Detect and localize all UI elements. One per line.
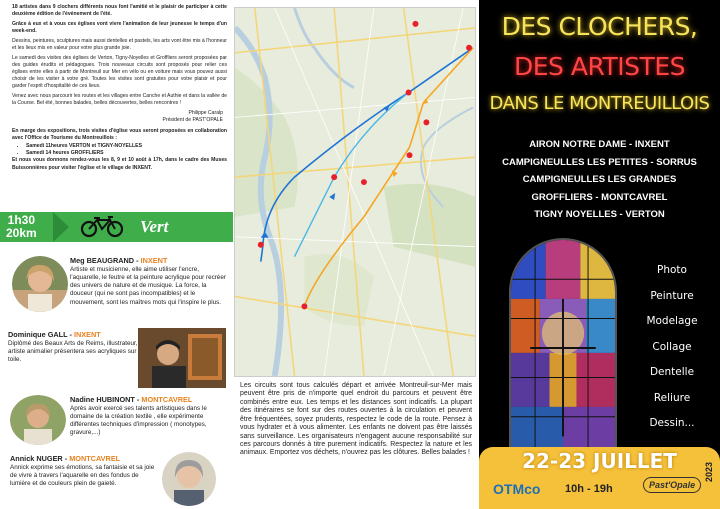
artist-village: MONTCAVREL [69,454,121,463]
route-distance: 20km [6,226,37,240]
expo-p2: Et nous vous donnons rendez-vous les 8, 9 et 10 août à 17h, dans le cadre des Muses Buissonnières pour visiter l'église et le village de INXENT. [12,157,227,171]
artist-bio: Annick exprime ses émotions, sa fantaisie et sa joie de vivre à travers l'aquarelle en des fondus de lumière et de couleurs plein de gaieté. [10,464,155,488]
artist-photo-nadine [10,395,66,445]
intro-p1: 18 artistes dans 9 clochers différents nous font l'amitié et le plaisir de participer à cette deuxième édition de l'événement de l'été. [12,4,227,18]
signature [12,110,223,123]
technique: Photo [657,264,687,276]
artist-bio: Après avoir exercé ses talents artistiques dans le domaine de la création textile , elle expérimente différentes techniques d'impression ( monotypes, gravure,...) [70,405,207,437]
village-line: AIRON NOTRE DAME - INXENT [529,139,670,150]
village-list [479,136,720,224]
event-year: 2023 [704,461,715,483]
event-date: 22-23 JUILLET [522,449,677,473]
poster-title-2: DES ARTISTES [514,52,685,81]
artist-photo-dominique [138,328,226,388]
artist-name: Nadine HUBINONT - [70,395,142,404]
artist-bio: Diplômé des Beaux Arts de Reims, illustrateur, artiste animalier présentera ses acryliques sur toile. [8,340,138,364]
intro-p4: Le samedi des visites des églises de Verton, Tigny-Noyelles et Groffliers seront proposées par des guides érudits et pédagogues. Trois nouveaux circuits sont proposés pour relier ces églises entre elles à partir de Montreuil sur Mer en vélo ou en voiture mais vous pouvez aussi choisir de les visiter à votre gré. Toutes les visites sont gratuites pour votre plaisir et pour garder l'esprit d'hospitalité de ces lieux. [12,55,227,90]
route-map [234,7,476,377]
event-hours: 10h - 19h [565,483,613,495]
village-line: TIGNY NOYELLES - VERTON [534,209,665,220]
intro-p2: Grâce à eux et à vous ces églises vont vivre l'animation de leur jeunesse le temps d'un week-end. [12,21,227,35]
expo-block [12,128,227,171]
poster [479,0,720,509]
expo-p1: En marge des expositions, trois visites d'église vous seront proposées en collaboration avec l'Office de Tourisme du Montreuillois : [12,128,227,142]
date-band [479,447,720,509]
artist-name: Dominique GALL - [8,330,74,339]
intro-p3: Dessins, peintures, sculptures mais aussi dentelles et pastels, les arts vont être mis à l'honneur et les lieux mis en valeur pour votre plus grande joie. [12,38,227,52]
artist-name: Annick NUGER - [10,454,70,463]
technique: Modelage [646,315,698,327]
expo-item: • Samedi 11heures VERTON et TIGNY-NOYELLES [26,143,227,150]
artist-village: INXENT [140,256,168,265]
route-duration-block [6,214,37,240]
otm-logo: OTMco [493,481,541,497]
technique: Dentelle [649,366,695,378]
technique: Peinture [650,289,694,302]
poster-title-3: DANS LE MONTREUILLOIS [489,93,710,114]
technique: Collage [652,340,692,353]
arrow-icon [53,212,69,242]
artist-bio: Artiste et musicienne, elle aime utiliser l'encre, l'aquarelle, le feutre et la peinture acrylique pour recréer des univers de nature et de musique. La force, la douceur (qui ne sont pas incompatibles) et le mouvement, sont les maîtres mots qui l'inspire le plus. [70,266,226,306]
technique: Dessin... [649,417,695,429]
artist-annick [10,454,160,488]
artist-dominique [8,330,138,364]
artist-name: Meg BEAUGRAND - [70,256,141,265]
artist-village: INXENT [73,330,101,339]
bicycle-icon [80,216,124,238]
artist-village: MONTCAVREL [141,395,193,404]
expo-list [26,143,227,157]
route-color-name: Vert [140,217,169,236]
village-line: CAMPIGNEULLES LES GRANDES [522,174,677,185]
sign-name: Philippe Caralp [188,110,223,117]
village-line: CAMPIGNEULLES LES PETITES - SORRUS [502,156,697,168]
poster-title-1: DES CLOCHERS, [501,12,698,41]
village-line: GROFFLIERS - MONTCAVREL [531,191,668,203]
intro-p5: Venez avec nous parcourir les routes et les villages entre Canche et Authie et dans la vallée de la Course. Bel été, bonnes balades, belles découvertes, belles rencontres ! [12,93,227,107]
technique: Reliure [653,391,691,404]
artist-meg [70,256,230,307]
expo-item: • Samedi 14 heures GROFFLIERS [26,150,227,157]
artist-photo-annick [162,452,216,506]
stained-glass-window [509,238,617,458]
circuits-text: Les circuits sont tous calculés départ et arrivée Montreuil-sur-Mer mais peuvent être pris de n'importe quel endroit du parcours et peuvent être combinés entre eux. Les temps et les distances sont indicatifs. La plupart des itinéraires se font sur des routes ouvertes à la circulation et peuvent être fréquentées, soyez prudents, respectez le code de la route. Pensez à vous hydrater et à vous alimenter. Les enfants ne doivent pas être laissés sans surveillance. Les organisateurs n'engagent aucune responsabilité sur ces parcours donnés à titre purement indicatifs. Respectez la nature et les animaux. Emportez vos déchets, n'ouvrez pas les clôtures. Belles balades ! [240,382,472,457]
technique-list [627,258,717,437]
artist-nadine [70,395,230,438]
route-duration: 1h30 [7,213,36,227]
sign-role: Président de PAST'OPALE [162,116,223,123]
pastopale-logo: Past'Opale [643,477,701,493]
artist-photo-meg [12,256,68,312]
route-bar [0,212,233,242]
